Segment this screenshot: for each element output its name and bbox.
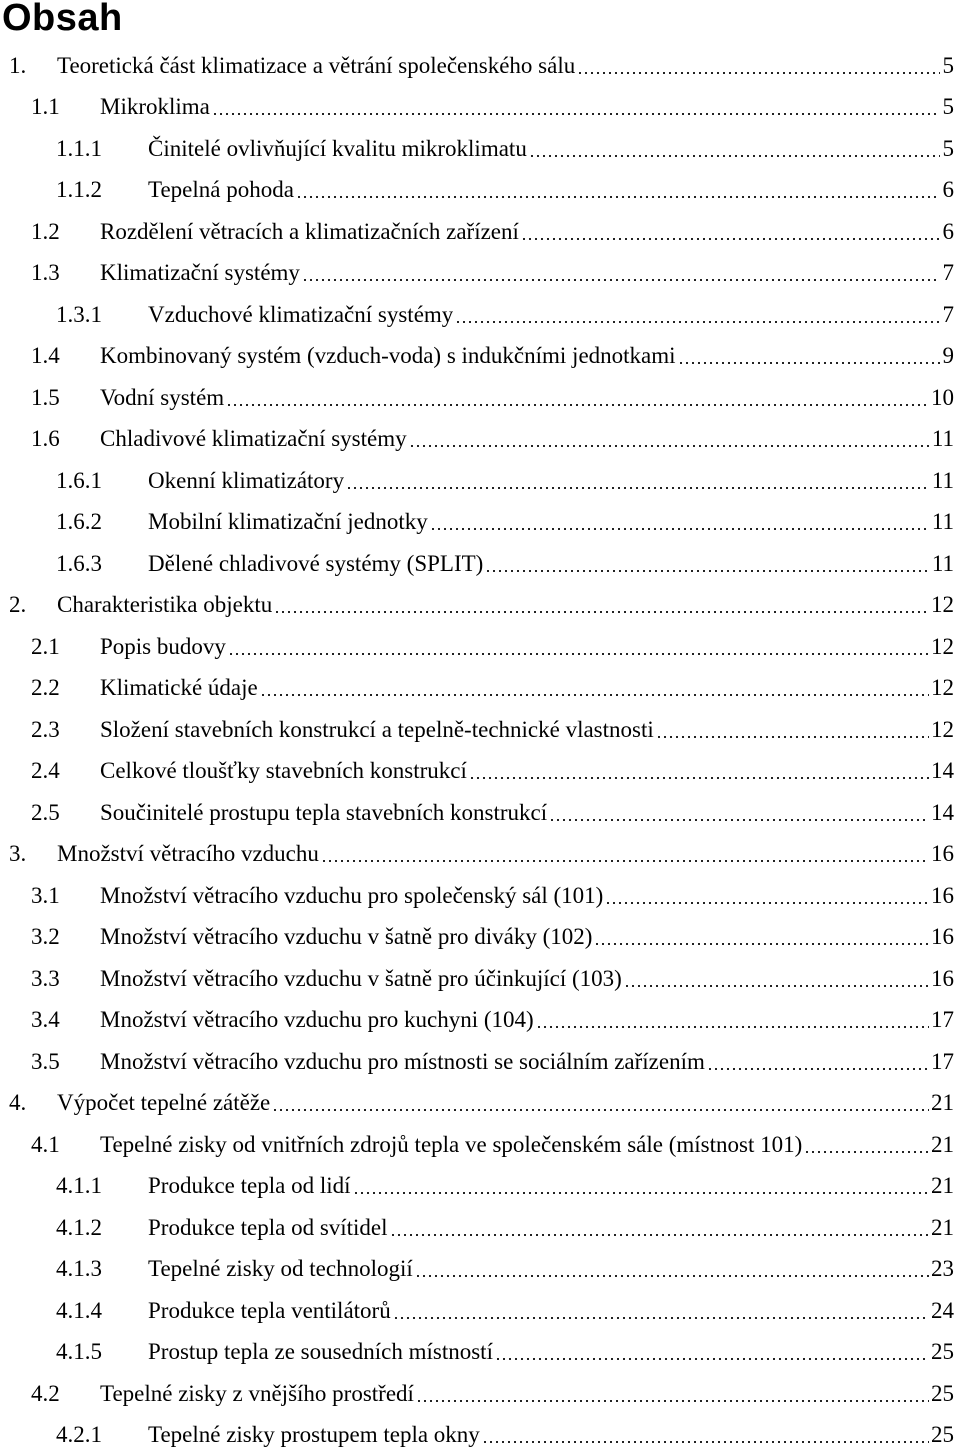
toc-entry[interactable] [0, 1207, 960, 1249]
toc-dot-leader [272, 591, 931, 619]
toc-entry[interactable] [0, 958, 960, 1000]
toc-dot-leader [676, 342, 942, 370]
toc-entry-page: 16 [931, 882, 960, 910]
toc-entry-page: 16 [931, 840, 960, 868]
toc-entry[interactable] [0, 87, 960, 129]
toc-entry[interactable] [0, 751, 960, 793]
toc-dot-leader [226, 633, 931, 661]
toc-entry-number: 1.6.3 [0, 550, 148, 578]
toc-entry[interactable] [0, 502, 960, 544]
toc-entry-title: Tepelné zisky z vnějšího prostředí [100, 1380, 414, 1408]
toc-entry[interactable] [0, 1249, 960, 1291]
toc-entry-number: 4.1 [0, 1131, 100, 1159]
toc-entry-number: 2.2 [0, 674, 100, 702]
toc-entry[interactable] [0, 1124, 960, 1166]
toc-entry-page: 11 [932, 467, 960, 495]
toc-dot-leader [622, 965, 931, 993]
toc-entry-page: 25 [931, 1380, 960, 1408]
toc-entry-page: 16 [931, 923, 960, 951]
toc-entry-title: Tepelná pohoda [148, 176, 294, 204]
toc-dot-leader [210, 93, 942, 121]
toc-entry-page: 7 [942, 301, 960, 329]
toc-entry-title: Množství větracího vzduchu [57, 840, 319, 868]
toc-entry-title: Produkce tepla ventilátorů [148, 1297, 391, 1325]
toc-dot-leader [391, 1297, 931, 1325]
toc-entry[interactable] [0, 419, 960, 461]
toc-entry-title: Tepelné zisky od vnitřních zdrojů tepla ve společenském sále (místnost 101) [100, 1131, 802, 1159]
toc-entry-page: 23 [931, 1255, 960, 1283]
toc-entry-title: Množství větracího vzduchu pro společenský sál (101) [100, 882, 603, 910]
toc-dot-leader [294, 176, 942, 204]
toc-dot-leader [413, 1255, 931, 1283]
toc-entry-page: 24 [931, 1297, 960, 1325]
toc-entry-number: 4.2 [0, 1380, 100, 1408]
toc-entry-title: Součinitelé prostupu tepla stavebních konstrukcí [100, 799, 547, 827]
toc-dot-leader [453, 301, 942, 329]
toc-entry-title: Popis budovy [100, 633, 226, 661]
toc-entry-page: 5 [942, 93, 960, 121]
toc-dot-leader [351, 1172, 932, 1200]
toc-entry-number: 1.1.2 [0, 176, 148, 204]
toc-entry[interactable] [0, 336, 960, 378]
toc-dot-leader [414, 1380, 931, 1408]
toc-entry-title: Okenní klimatizátory [148, 467, 344, 495]
toc-entry-title: Kombinovaný systém (vzduch-voda) s indukčními jednotkami [100, 342, 676, 370]
toc-dot-leader [705, 1048, 931, 1076]
toc-entry-title: Výpočet tepelné zátěže [57, 1089, 270, 1117]
toc-dot-leader [344, 467, 932, 495]
toc-entry-page: 5 [942, 135, 960, 163]
toc-entry[interactable] [0, 1083, 960, 1125]
toc-entry-page: 17 [931, 1006, 960, 1034]
toc-entry-page: 21 [931, 1214, 960, 1242]
toc-entry-number: 1.2 [0, 218, 100, 246]
toc-dot-leader [319, 840, 931, 868]
toc-entry-page: 12 [931, 591, 960, 619]
toc-entry[interactable] [0, 543, 960, 585]
toc-entry-page: 25 [931, 1421, 960, 1449]
toc-entry[interactable] [0, 170, 960, 212]
toc-entry-title: Rozdělení větracích a klimatizačních zařízení [100, 218, 519, 246]
toc-entry-number: 1. [0, 52, 57, 80]
toc-entry[interactable] [0, 875, 960, 917]
table-of-contents [0, 45, 960, 1456]
toc-entry-title: Vzduchové klimatizační systémy [148, 301, 453, 329]
toc-entry-number: 1.1 [0, 93, 100, 121]
toc-dot-leader [534, 1006, 931, 1034]
toc-entry-page: 21 [931, 1089, 960, 1117]
toc-entry[interactable] [0, 792, 960, 834]
toc-entry-page: 17 [931, 1048, 960, 1076]
toc-entry[interactable] [0, 1166, 960, 1208]
toc-entry-title: Tepelné zisky prostupem tepla okny [148, 1421, 480, 1449]
toc-entry-title: Klimatizační systémy [100, 259, 300, 287]
toc-dot-leader [224, 384, 931, 412]
toc-entry-number: 3. [0, 840, 57, 868]
toc-dot-leader [300, 259, 942, 287]
toc-entry[interactable] [0, 253, 960, 295]
toc-entry[interactable] [0, 917, 960, 959]
toc-entry[interactable] [0, 460, 960, 502]
toc-entry-number: 2.4 [0, 757, 100, 785]
toc-entry-number: 1.6.2 [0, 508, 148, 536]
toc-entry-number: 3.4 [0, 1006, 100, 1034]
toc-entry[interactable] [0, 1041, 960, 1083]
toc-entry-page: 12 [931, 716, 960, 744]
toc-entry-page: 21 [931, 1131, 960, 1159]
toc-entry[interactable] [0, 128, 960, 170]
toc-dot-leader [654, 716, 931, 744]
toc-dot-leader [547, 799, 931, 827]
toc-entry-title: Produkce tepla od lidí [148, 1172, 351, 1200]
toc-entry-number: 3.3 [0, 965, 100, 993]
toc-entry-page: 12 [931, 674, 960, 702]
toc-dot-leader [527, 135, 942, 163]
toc-entry-page: 16 [931, 965, 960, 993]
toc-entry[interactable] [0, 294, 960, 336]
toc-dot-leader [592, 923, 931, 951]
toc-entry-number: 1.3.1 [0, 301, 148, 329]
toc-dot-leader [575, 52, 942, 80]
toc-entry-number: 4.1.1 [0, 1172, 148, 1200]
toc-entry-page: 11 [932, 425, 960, 453]
toc-entry[interactable] [0, 668, 960, 710]
toc-entry-title: Dělené chladivové systémy (SPLIT) [148, 550, 483, 578]
toc-entry-number: 1.1.1 [0, 135, 148, 163]
toc-dot-leader [428, 508, 932, 536]
toc-entry[interactable] [0, 377, 960, 419]
toc-entry-number: 4. [0, 1089, 57, 1117]
toc-entry-number: 1.3 [0, 259, 100, 287]
toc-entry-number: 1.4 [0, 342, 100, 370]
toc-entry-page: 6 [942, 218, 960, 246]
toc-entry-number: 2.1 [0, 633, 100, 661]
toc-entry-title: Tepelné zisky od technologií [148, 1255, 413, 1283]
toc-entry-page: 11 [932, 508, 960, 536]
toc-entry[interactable] [0, 1332, 960, 1374]
toc-entry-title: Charakteristika objektu [57, 591, 272, 619]
toc-dot-leader [519, 218, 942, 246]
toc-dot-leader [480, 1421, 931, 1449]
toc-entry[interactable] [0, 211, 960, 253]
toc-entry[interactable] [0, 709, 960, 751]
toc-entry-page: 11 [932, 550, 960, 578]
toc-entry[interactable] [0, 1000, 960, 1042]
toc-entry-title: Prostup tepla ze sousedních místností [148, 1338, 493, 1366]
toc-entry[interactable] [0, 45, 960, 87]
toc-entry-page: 21 [931, 1172, 960, 1200]
page-title: Obsah [2, 0, 123, 40]
toc-entry[interactable] [0, 1373, 960, 1415]
toc-entry-title: Mobilní klimatizační jednotky [148, 508, 428, 536]
toc-entry-page: 10 [931, 384, 960, 412]
toc-entry-page: 14 [931, 799, 960, 827]
toc-entry-title: Chladivové klimatizační systémy [100, 425, 407, 453]
toc-entry-number: 4.2.1 [0, 1421, 148, 1449]
toc-entry-title: Mikroklima [100, 93, 210, 121]
toc-entry-number: 2.5 [0, 799, 100, 827]
toc-entry-number: 4.1.4 [0, 1297, 148, 1325]
toc-entry-number: 2.3 [0, 716, 100, 744]
toc-entry-number: 4.1.2 [0, 1214, 148, 1242]
toc-entry[interactable] [0, 834, 960, 876]
toc-dot-leader [483, 550, 932, 578]
toc-dot-leader [603, 882, 931, 910]
toc-entry-page: 12 [931, 633, 960, 661]
toc-entry-title: Množství větracího vzduchu pro místnosti se sociálním zařízením [100, 1048, 705, 1076]
toc-entry-page: 14 [931, 757, 960, 785]
toc-dot-leader [258, 674, 931, 702]
toc-entry-title: Složení stavebních konstrukcí a tepelně-technické vlastnosti [100, 716, 654, 744]
toc-entry-page: 6 [942, 176, 960, 204]
toc-entry[interactable] [0, 1290, 960, 1332]
toc-dot-leader [270, 1089, 931, 1117]
toc-entry-title: Množství větracího vzduchu v šatně pro účinkující (103) [100, 965, 622, 993]
toc-entry-title: Činitelé ovlivňující kvalitu mikroklimatu [148, 135, 527, 163]
toc-entry-title: Teoretická část klimatizace a větrání společenského sálu [57, 52, 575, 80]
toc-entry-title: Klimatické údaje [100, 674, 258, 702]
toc-dot-leader [493, 1338, 931, 1366]
toc-entry-number: 4.1.3 [0, 1255, 148, 1283]
toc-entry-page: 5 [942, 52, 960, 80]
toc-entry-page: 7 [942, 259, 960, 287]
toc-entry-title: Vodní systém [100, 384, 224, 412]
toc-entry[interactable] [0, 1415, 960, 1456]
toc-entry-number: 1.6 [0, 425, 100, 453]
toc-entry-title: Celkové tloušťky stavebních konstrukcí [100, 757, 467, 785]
toc-entry[interactable] [0, 585, 960, 627]
toc-entry-number: 2. [0, 591, 57, 619]
toc-dot-leader [407, 425, 932, 453]
toc-entry-number: 3.1 [0, 882, 100, 910]
toc-entry-number: 3.2 [0, 923, 100, 951]
toc-dot-leader [467, 757, 931, 785]
toc-entry-number: 4.1.5 [0, 1338, 148, 1366]
toc-entry-title: Množství větracího vzduchu v šatně pro diváky (102) [100, 923, 592, 951]
toc-entry-page: 25 [931, 1338, 960, 1366]
toc-entry-number: 1.5 [0, 384, 100, 412]
toc-entry-title: Množství větracího vzduchu pro kuchyni (104) [100, 1006, 534, 1034]
toc-dot-leader [802, 1131, 931, 1159]
toc-entry-number: 1.6.1 [0, 467, 148, 495]
toc-entry-number: 3.5 [0, 1048, 100, 1076]
toc-entry[interactable] [0, 626, 960, 668]
toc-entry-page: 9 [942, 342, 960, 370]
toc-dot-leader [388, 1214, 931, 1242]
toc-entry-title: Produkce tepla od svítidel [148, 1214, 388, 1242]
